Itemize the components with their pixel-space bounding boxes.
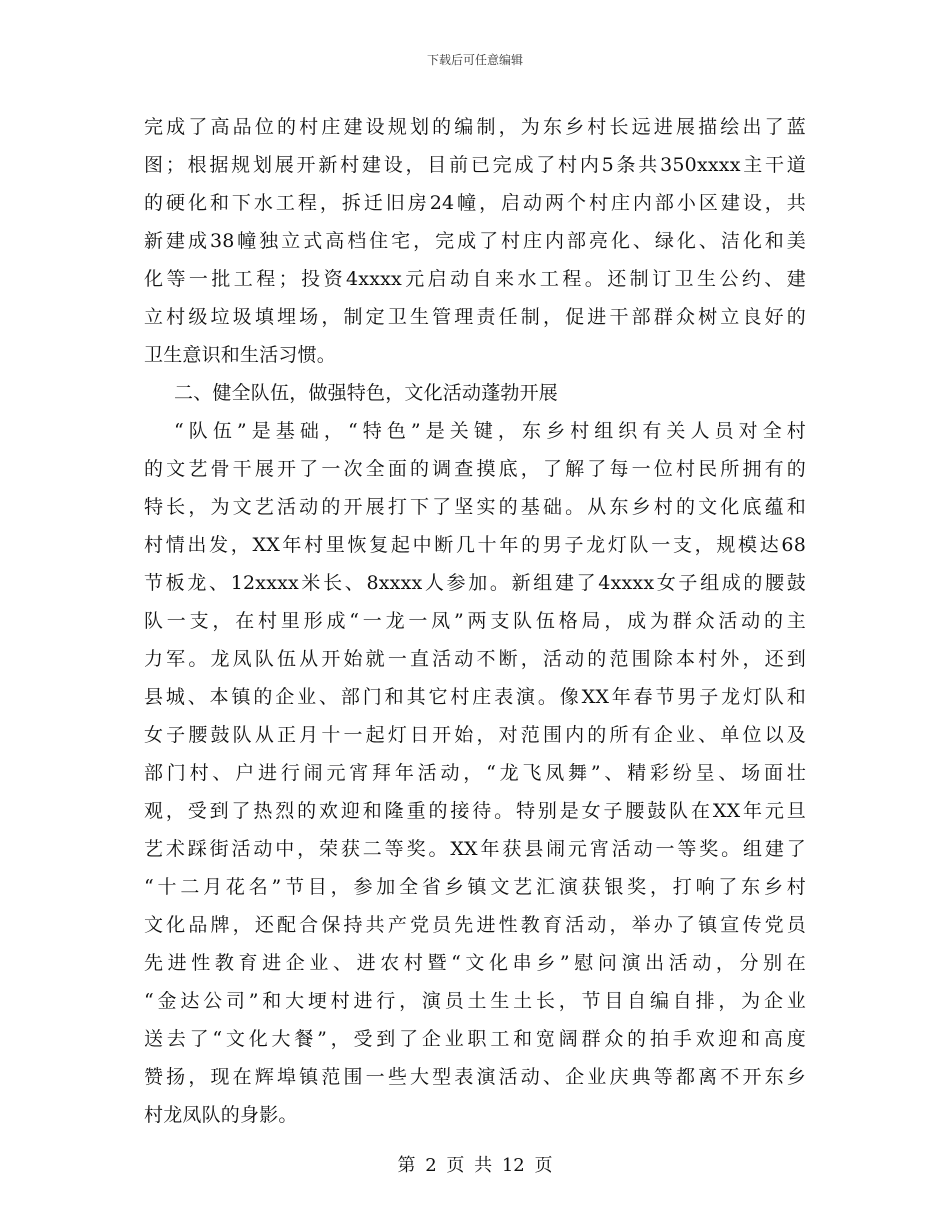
body-line: 特长，为文艺活动的开展打下了坚实的基础。从东乡村的文化底蕴和: [144, 496, 806, 518]
body-line: 的文艺骨干展开了一次全面的调查摸底，了解了每一位村民所拥有的: [144, 458, 806, 480]
body-line: 化等一批工程；投资4xxxx元启动自来水工程。还制订卫生公约、建: [144, 268, 806, 290]
body-line: “队伍”是基础，“特色”是关键，东乡村组织有关人员对全村: [174, 420, 806, 442]
page-number-footer: 第 2 页 共 12 页: [397, 1155, 553, 1176]
body-line: 赞扬，现在辉埠镇范围一些大型表演活动、企业庆典等都离不开东乡: [144, 1066, 806, 1088]
body-line: “金达公司”和大埂村进行，演员土生土长，节目自编自排，为企业: [144, 990, 806, 1012]
body-line: 艺术踩街活动中，荣获二等奖。XX年获县闹元宵活动一等奖。组建了: [144, 838, 806, 860]
document-body: [144, 108, 806, 1134]
body-line: 先进性教育进企业、进农村暨“文化串乡”慰问演出活动，分别在: [144, 952, 806, 974]
body-line: 新建成38幢独立式高档住宅，完成了村庄内部亮化、绿化、洁化和美: [144, 230, 806, 252]
body-line: 力军。龙凤队伍从开始就一直活动不断，活动的范围除本村外，还到: [144, 648, 806, 670]
body-line: 观，受到了热烈的欢迎和隆重的接待。特别是女子腰鼓队在XX年元旦: [144, 800, 806, 822]
body-line: 队一支，在村里形成“一龙一凤”两支队伍格局，成为群众活动的主: [144, 610, 806, 632]
body-line: 的硬化和下水工程，拆迁旧房24幢，启动两个村庄内部小区建设，共: [144, 192, 806, 214]
page-header: 下载后可任意编辑: [426, 53, 523, 67]
body-line: “十二月花名”节目，参加全省乡镇文艺汇演获银奖，打响了东乡村: [144, 876, 806, 898]
body-line: 女子腰鼓队从正月十一起灯日开始，对范围内的所有企业、单位以及: [144, 724, 806, 746]
body-line: 完成了高品位的村庄建设规划的编制，为东乡村长远进展描绘出了蓝: [144, 116, 806, 138]
section-heading: 二、健全队伍，做强特色，文化活动蓬勃开展: [174, 382, 559, 404]
body-line: 节板龙、12xxxx米长、8xxxx人参加。新组建了4xxxx女子组成的腰鼓: [144, 572, 806, 594]
body-line: 送去了“文化大餐”，受到了企业职工和宽阔群众的拍手欢迎和高度: [144, 1028, 806, 1050]
body-line: 文化品牌，还配合保持共产党员先进性教育活动，举办了镇宣传党员: [144, 914, 806, 936]
body-line: 部门村、户进行闹元宵拜年活动，“龙飞凤舞”、精彩纷呈、场面壮: [144, 762, 806, 784]
body-line: 图；根据规划展开新村建设，目前已完成了村内5条共350xxxx主干道: [144, 154, 806, 176]
body-line: 立村级垃圾填埋场，制定卫生管理责任制，促进干部群众树立良好的: [144, 306, 806, 328]
body-line: 县城、本镇的企业、部门和其它村庄表演。像XX年春节男子龙灯队和: [144, 686, 806, 708]
body-line: 卫生意识和生活习惯。: [144, 344, 337, 366]
body-line: 村情出发，XX年村里恢复起中断几十年的男子龙灯队一支，规模达68: [144, 534, 806, 556]
body-line: 村龙凤队的身影。: [144, 1104, 298, 1126]
